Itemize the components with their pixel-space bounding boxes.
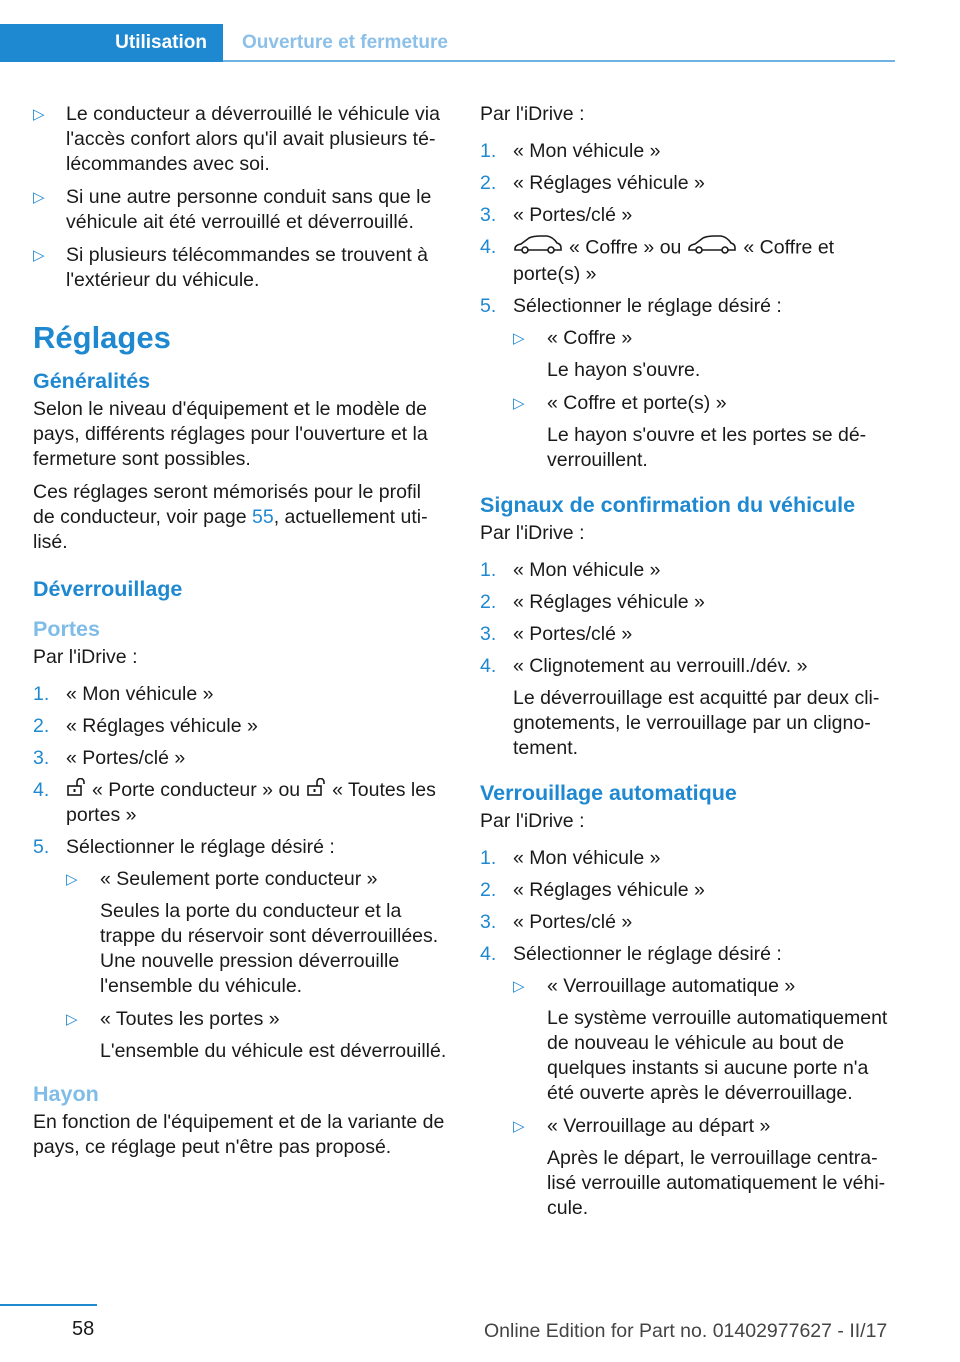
list-item bbox=[33, 778, 448, 828]
bullet-marker: ▷ bbox=[513, 1118, 525, 1135]
list-text: Sélectionner le réglage désiré : bbox=[513, 295, 782, 317]
heading-reglages: Réglages bbox=[33, 320, 171, 355]
header-tab-inactive-label: Ouverture et fermeture bbox=[242, 32, 448, 53]
list-text: « Toutes les portes » bbox=[66, 779, 436, 827]
bullet-marker: ▷ bbox=[66, 1011, 78, 1029]
bullet-marker: ▷ bbox=[513, 978, 525, 995]
bullet-item bbox=[33, 185, 448, 235]
sub-list bbox=[33, 867, 448, 1064]
list-number: 2. bbox=[480, 591, 497, 613]
sub-list bbox=[480, 974, 895, 1221]
list-text: « Portes/clé » bbox=[513, 911, 633, 933]
option-title: « Seulement porte conducteur » bbox=[100, 868, 378, 891]
list-desc: Le déverrouillage est acquitté par deux clignotements, le verrouillage par un clignotement. bbox=[513, 687, 880, 759]
heading-hayon: Hayon bbox=[33, 1082, 99, 1107]
auto-intro: Par l'iDrive : bbox=[480, 810, 585, 832]
heading-portes: Portes bbox=[33, 617, 100, 641]
page-link[interactable]: 55 bbox=[252, 506, 274, 528]
header-tab-active-label: Utilisation bbox=[115, 32, 207, 53]
generalites-paragraph-2 bbox=[33, 480, 448, 555]
list-item bbox=[480, 203, 895, 228]
bullet-marker: ▷ bbox=[66, 871, 78, 889]
list-item bbox=[480, 294, 895, 319]
list-number: 4. bbox=[33, 779, 50, 801]
car-icon bbox=[687, 235, 737, 262]
sub-item bbox=[66, 1007, 448, 1064]
list-text: « Réglages véhicule » bbox=[66, 715, 258, 737]
list-item bbox=[480, 558, 895, 583]
portes-intro: Par l'iDrive : bbox=[33, 646, 138, 668]
left-column bbox=[33, 102, 448, 1168]
generalites-paragraph: Selon le niveau d'équipement et le modèle de pays, différents réglages pour l'ouverture et la fermeture sont possibles. bbox=[33, 398, 428, 470]
page-number: 58 bbox=[72, 1318, 95, 1340]
option-title: « Toutes les portes » bbox=[100, 1008, 280, 1031]
list-item bbox=[480, 235, 895, 287]
header-rule bbox=[223, 60, 895, 62]
option-title: « Verrouillage au départ » bbox=[547, 1115, 771, 1137]
coffre-intro: Par l'iDrive : bbox=[480, 103, 585, 125]
list-number: 2. bbox=[480, 172, 497, 194]
list-text: Sélectionner le réglage désiré : bbox=[513, 943, 782, 965]
option-title: « Coffre et porte(s) » bbox=[547, 392, 727, 414]
heading-deverrouillage: Déverrouillage bbox=[33, 577, 183, 601]
option-desc: Seules la porte du conducteur et la trappe du réservoir sont déverrouillées. Une nouvelle pression déverrouille l'ensemble du véhicule. bbox=[100, 900, 439, 998]
list-text: « Clignotement au verrouill./dév. » bbox=[513, 655, 808, 677]
bullet-text: Si plusieurs télécommandes se trouvent à l'extérieur du véhicule. bbox=[66, 244, 429, 291]
list-text: « Portes/clé » bbox=[513, 623, 633, 645]
heading-generalites: Généralités bbox=[33, 369, 151, 393]
list-text: « Réglages véhicule » bbox=[513, 591, 705, 613]
bullet-marker: ▷ bbox=[33, 189, 45, 206]
list-text: « Coffre » ou bbox=[569, 236, 682, 259]
list-text: « Mon véhicule » bbox=[513, 847, 661, 869]
sub-item bbox=[513, 974, 895, 1106]
list-number: 2. bbox=[33, 715, 50, 737]
list-text: « Réglages véhicule » bbox=[513, 172, 705, 194]
list-item bbox=[480, 171, 895, 196]
sub-item bbox=[66, 867, 448, 999]
list-number: 5. bbox=[33, 836, 50, 859]
lock-open-icon bbox=[66, 778, 86, 803]
list-item bbox=[480, 846, 895, 871]
list-text: « Portes/clé » bbox=[66, 747, 186, 769]
list-item bbox=[480, 942, 895, 967]
list-item bbox=[480, 139, 895, 164]
list-number: 1. bbox=[480, 559, 497, 581]
option-desc: Le système verrouille automatiquement de nouveau le véhicule au bout de quelques instants si aucune porte n'a été ouverte après le déverrouillage. bbox=[547, 1007, 888, 1104]
list-item bbox=[480, 910, 895, 935]
list-number: 3. bbox=[33, 747, 50, 769]
list-item bbox=[33, 835, 448, 860]
list-number: 4. bbox=[480, 655, 497, 677]
heading-verrouillage-auto: Verrouillage automatique bbox=[480, 781, 737, 805]
text: , actuellement utilisé. bbox=[33, 506, 428, 553]
list-item bbox=[480, 654, 895, 761]
list-number: 4. bbox=[480, 236, 497, 258]
list-text: « Mon véhicule » bbox=[513, 559, 661, 581]
bullet-item bbox=[33, 243, 448, 293]
car-icon bbox=[513, 235, 563, 262]
option-desc: Le hayon s'ouvre. bbox=[547, 359, 701, 381]
list-text: « Portes/clé » bbox=[513, 204, 633, 226]
bullet-marker: ▷ bbox=[513, 330, 525, 347]
list-item bbox=[33, 682, 448, 707]
option-desc: Après le départ, le verrouillage centralisé verrouille automatiquement le véhicule. bbox=[547, 1147, 886, 1219]
list-text: « Réglages véhicule » bbox=[513, 879, 705, 901]
sub-item bbox=[513, 391, 895, 473]
list-item bbox=[33, 746, 448, 771]
list-text: « Mon véhicule » bbox=[513, 140, 661, 162]
option-title: « Verrouillage automatique » bbox=[547, 975, 796, 997]
list-number: 2. bbox=[480, 879, 497, 901]
list-number: 1. bbox=[480, 847, 497, 869]
list-item bbox=[480, 878, 895, 903]
bullet-item bbox=[33, 102, 448, 177]
option-desc: L'ensemble du véhicule est déverrouillé. bbox=[100, 1040, 447, 1063]
list-text: « Mon véhicule » bbox=[66, 683, 214, 705]
bullet-text: Si une autre personne conduit sans que le véhicule ait été verrouillé et déverrouillé. bbox=[66, 186, 432, 233]
sub-item bbox=[513, 326, 895, 383]
hayon-paragraph: En fonction de l'équipement et de la variante de pays, ce réglage peut n'être pas proposé. bbox=[33, 1111, 445, 1159]
signaux-intro: Par l'iDrive : bbox=[480, 522, 585, 544]
option-desc: Le hayon s'ouvre et les portes se déverrouillent. bbox=[547, 424, 867, 471]
heading-signaux: Signaux de confirmation du véhicule bbox=[480, 493, 856, 517]
header-tab-active bbox=[0, 24, 223, 62]
list-number: 3. bbox=[480, 623, 497, 645]
list-number: 3. bbox=[480, 911, 497, 933]
list-number: 1. bbox=[33, 683, 50, 705]
sub-item bbox=[513, 1114, 895, 1221]
bullet-marker: ▷ bbox=[33, 106, 45, 123]
list-item bbox=[480, 622, 895, 647]
list-text: « Coffre et porte(s) » bbox=[513, 236, 835, 285]
list-item bbox=[33, 714, 448, 739]
list-number: 5. bbox=[480, 295, 497, 317]
list-number: 3. bbox=[480, 204, 497, 226]
bullet-marker: ▷ bbox=[33, 247, 45, 264]
option-title: « Coffre » bbox=[547, 327, 633, 349]
header-tab-inactive bbox=[242, 24, 448, 62]
bullet-marker: ▷ bbox=[513, 395, 525, 412]
list-number: 1. bbox=[480, 140, 497, 162]
list-item bbox=[480, 590, 895, 615]
bullet-text: Le conducteur a déverrouillé le véhicule via l'accès confort alors qu'il avait plusieurs télécommandes avec soi. bbox=[66, 103, 440, 175]
edition-note: Online Edition for Part no. 01402977627 - II/17 bbox=[484, 1320, 888, 1342]
right-column bbox=[480, 102, 895, 1229]
list-text: « Porte conducteur » ou bbox=[92, 779, 301, 801]
sub-list bbox=[480, 326, 895, 473]
list-text: Sélectionner le réglage désiré : bbox=[66, 836, 335, 859]
text: Ces réglages seront mémorisés pour le profil de conducteur, voir page bbox=[33, 481, 422, 528]
lock-open-icon bbox=[306, 778, 326, 803]
footer-rule bbox=[0, 1304, 97, 1306]
list-number: 4. bbox=[480, 943, 497, 965]
